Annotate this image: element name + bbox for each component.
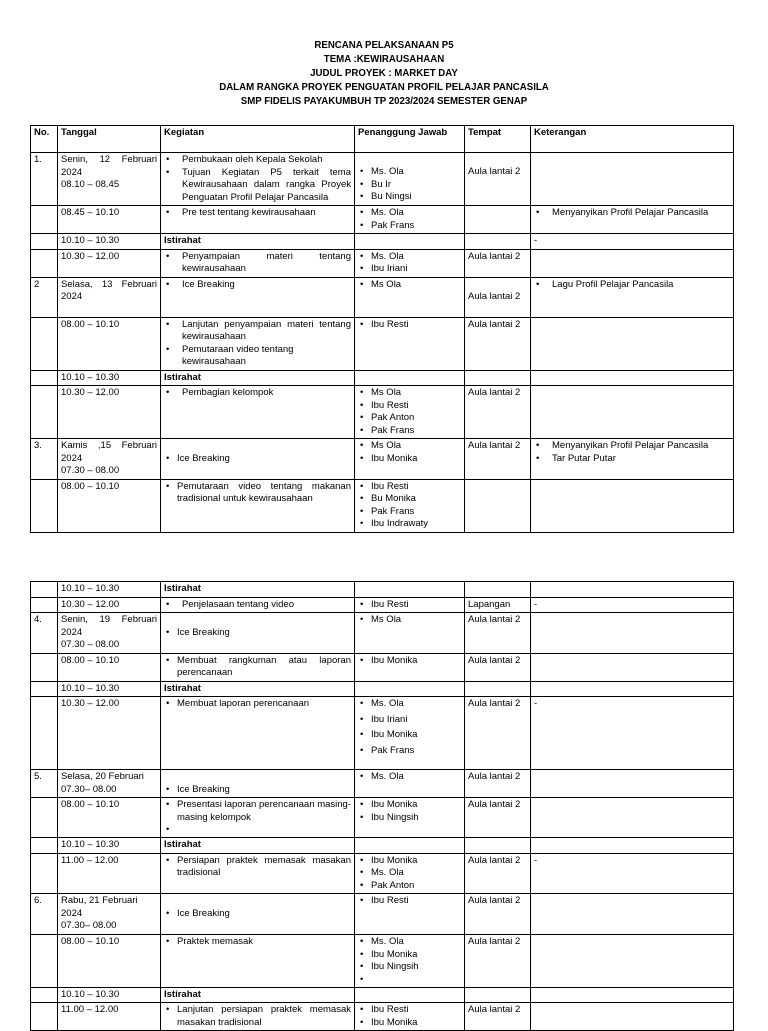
activity-cell — [161, 894, 355, 935]
pic-cell — [355, 853, 465, 894]
date-text: Senin, 12 Februari 2024 — [61, 154, 157, 178]
pic-cell — [355, 249, 465, 277]
place-cell — [465, 277, 531, 317]
table-row — [31, 439, 734, 480]
pic-cell — [355, 439, 465, 480]
break-label: Istirahat — [161, 370, 355, 386]
note-cell — [531, 370, 734, 386]
col-header-penanggung-jawab: Penanggung Jawab — [355, 126, 465, 153]
note-cell — [531, 798, 734, 838]
note-cell — [531, 613, 734, 654]
time-text: 08.10 – 08.45 — [61, 179, 120, 190]
date-cell — [58, 439, 161, 480]
row-number: 3. — [31, 439, 58, 480]
activity-item: • Ice Breaking — [164, 279, 351, 292]
pic-item: • Ibu Ningsih — [358, 961, 461, 974]
place-text: Aula lantai 2 — [465, 613, 531, 654]
pic-cell — [355, 386, 465, 439]
pic-cell — [355, 234, 465, 250]
activity-cell — [161, 853, 355, 894]
pic-item: • Ibu Monika — [358, 1017, 461, 1030]
break-label: Istirahat — [161, 987, 355, 1003]
note-cell — [531, 653, 734, 681]
row-number — [31, 386, 58, 439]
time-text: 08.00 – 10.10 — [58, 653, 161, 681]
table-row — [31, 770, 734, 798]
activity-item: • Ice Breaking — [164, 453, 351, 466]
pic-item: • Pak Anton — [358, 880, 461, 893]
pic-item: • Bu Ningsi — [358, 191, 461, 204]
date-text: Selasa, 20 Februari — [61, 771, 144, 782]
break-label: Istirahat — [161, 838, 355, 854]
pic-item: • Ms. Ola — [358, 771, 461, 784]
table-row — [31, 1003, 734, 1031]
date-cell — [58, 613, 161, 654]
pic-cell — [355, 613, 465, 654]
note-cell: - — [531, 234, 734, 250]
place-cell — [465, 582, 531, 598]
header-line-4: DALAM RANGKA PROYEK PENGUATAN PROFIL PELAJAR PANCASILA — [219, 81, 549, 93]
place-text: Aula lantai 2 — [465, 697, 531, 770]
activity-item: • Penjelasaan tentang video — [164, 599, 351, 612]
pic-item: • Ibu Monika — [358, 799, 461, 812]
activity-cell — [161, 697, 355, 770]
pic-cell — [355, 277, 465, 317]
pic-item: • Ms. Ola — [358, 936, 461, 949]
note-cell — [531, 479, 734, 532]
activity-cell — [161, 597, 355, 613]
table-row — [31, 653, 734, 681]
note-cell — [531, 838, 734, 854]
pic-item: • Ibu Iriani — [358, 263, 461, 276]
row-number: 2 — [31, 277, 58, 317]
time-text: 10.10 – 10.30 — [58, 681, 161, 697]
time-text: 10.10 – 10.30 — [58, 582, 161, 598]
header-line-3: JUDUL PROYEK : MARKET DAY — [310, 67, 458, 79]
pic-item: • Ibu Indrawaty — [358, 518, 461, 531]
pic-item: • Pak Frans — [358, 745, 461, 758]
row-number — [31, 597, 58, 613]
table-row — [31, 277, 734, 317]
pic-item: • Ibu Iriani — [358, 714, 461, 727]
pic-item: • Ibu Resti — [358, 895, 461, 908]
place-cell — [465, 370, 531, 386]
table-row — [31, 386, 734, 439]
row-number — [31, 582, 58, 598]
note-cell: - — [531, 697, 734, 770]
table-row — [31, 249, 734, 277]
place-cell — [465, 681, 531, 697]
date-text: Kamis ,15 Februari 2024 — [61, 440, 157, 464]
pic-cell — [355, 653, 465, 681]
row-number — [31, 935, 58, 988]
activity-cell — [161, 770, 355, 798]
row-number: 4. — [31, 613, 58, 654]
note-item: • Menyanyikan Profil Pelajar Pancasila — [534, 440, 730, 453]
break-label: Istirahat — [161, 234, 355, 250]
activity-cell — [161, 277, 355, 317]
row-number — [31, 317, 58, 370]
place-text: Aula lantai 2 — [465, 439, 531, 480]
table-row — [31, 697, 734, 770]
pic-cell — [355, 697, 465, 770]
date-text: Senin, 19 Februari 2024 — [61, 614, 157, 638]
place-cell — [465, 479, 531, 532]
time-text: 10.10 – 10.30 — [58, 370, 161, 386]
activity-cell — [161, 439, 355, 480]
activity-item: • Praktek memasak — [164, 936, 351, 949]
pic-item: • Ibu Resti — [358, 1004, 461, 1017]
table-row — [31, 234, 734, 250]
pic-item: • Bu Ir — [358, 179, 461, 192]
schedule-table-1 — [30, 125, 734, 533]
pic-item: • Ibu Resti — [358, 481, 461, 494]
pic-cell — [355, 597, 465, 613]
break-label: Istirahat — [161, 681, 355, 697]
pic-cell — [355, 317, 465, 370]
header-line-1: RENCANA PELAKSANAAN P5 — [314, 39, 454, 51]
table-row — [31, 853, 734, 894]
pic-item: • Bu Monika — [358, 493, 461, 506]
activity-item: • Lanjutan penyampaian materi tentang kewirausahaan — [164, 319, 351, 344]
time-text: 08.00 – 10.10 — [58, 479, 161, 532]
row-number: 5. — [31, 770, 58, 798]
row-number — [31, 798, 58, 838]
pic-item: • Pak Anton — [358, 412, 461, 425]
pic-item: • Ms. Ola — [358, 698, 461, 711]
time-text: 08.00 – 10.10 — [58, 935, 161, 988]
note-item: • Tar Putar Putar — [534, 453, 730, 466]
note-cell — [531, 770, 734, 798]
activity-item: • Membuat rangkuman atau laporan perencanaan — [164, 655, 351, 680]
activity-cell — [161, 479, 355, 532]
pic-item: • Ibu Monika — [358, 655, 461, 668]
pic-cell — [355, 935, 465, 988]
activity-item: • Pre test tentang kewirausahaan — [164, 207, 351, 220]
note-cell — [531, 1003, 734, 1031]
activity-item: • Tujuan Kegiatan P5 terkait tema Kewirausahaan dalam rangka Proyek Penguatan Profil Pelajar Pancasila — [164, 167, 351, 205]
pic-item: • Ms. Ola — [358, 207, 461, 220]
note-cell — [531, 386, 734, 439]
pic-cell — [355, 153, 465, 206]
note-cell — [531, 206, 734, 234]
pic-item: • Ms Ola — [358, 387, 461, 400]
date-cell — [58, 770, 161, 798]
place-cell — [465, 987, 531, 1003]
table-row — [31, 370, 734, 386]
break-label: Istirahat — [161, 582, 355, 598]
time-text: 07.30 – 08.00 — [61, 639, 120, 650]
note-item: • Menyanyikan Profil Pelajar Pancasila — [534, 207, 730, 220]
date-cell — [58, 894, 161, 935]
note-cell — [531, 894, 734, 935]
col-header-tanggal: Tanggal — [58, 126, 161, 153]
table-row — [31, 597, 734, 613]
time-text: 11.00 – 12.00 — [58, 1003, 161, 1031]
pic-item: • Ibu Monika — [358, 949, 461, 962]
note-cell — [531, 153, 734, 206]
row-number — [31, 234, 58, 250]
pic-cell — [355, 1003, 465, 1031]
time-text: 08.45 – 10.10 — [58, 206, 161, 234]
col-header-no: No. — [31, 126, 58, 153]
time-text: 07.30– 08.00 — [61, 783, 117, 795]
place-text: Aula lantai 2 — [465, 935, 531, 988]
place-text: Aula lantai 2 — [465, 798, 531, 838]
pic-item: • Ms Ola — [358, 279, 461, 292]
pic-cell — [355, 479, 465, 532]
schedule-table-2 — [30, 581, 734, 1031]
row-number — [31, 249, 58, 277]
pic-item: • Ms. Ola — [358, 166, 461, 179]
note-item: • Lagu Profil Pelajar Pancasila — [534, 279, 730, 292]
activity-cell — [161, 935, 355, 988]
table-row — [31, 317, 734, 370]
activity-cell — [161, 1003, 355, 1031]
pic-cell — [355, 582, 465, 598]
row-number — [31, 479, 58, 532]
document-header — [0, 38, 768, 108]
row-number — [31, 838, 58, 854]
time-text: 08.00 – 10.10 — [58, 317, 161, 370]
pic-item: • Ibu Ningsih — [358, 812, 461, 825]
table-row — [31, 935, 734, 988]
pic-cell — [355, 370, 465, 386]
row-number — [31, 206, 58, 234]
time-text: 10.10 – 10.30 — [58, 838, 161, 854]
activity-item: • Pembukaan oleh Kepala Sekolah — [164, 154, 351, 167]
pic-item: • Ms. Ola — [358, 867, 461, 880]
activity-item: • Persiapan praktek memasak masakan tradisional — [164, 855, 351, 880]
pic-cell — [355, 987, 465, 1003]
pic-item: • Ibu Resti — [358, 400, 461, 413]
activity-item: • Ice Breaking — [164, 784, 351, 797]
time-text: 10.30 – 12.00 — [58, 697, 161, 770]
place-text: Aula lantai 2 — [465, 249, 531, 277]
activity-item: • Penyampaian materi tentang kewirausahaan — [164, 251, 351, 276]
activity-item: • Pemutaraan video tentang makanan tradisional untuk kewirausahaan — [164, 481, 351, 506]
time-text: 08.00 – 10.10 — [58, 798, 161, 838]
table-row — [31, 582, 734, 598]
table-row — [31, 894, 734, 935]
note-cell — [531, 277, 734, 317]
time-text: 10.30 – 12.00 — [58, 386, 161, 439]
place-text: Aula lantai 2 — [468, 166, 521, 177]
note-cell — [531, 439, 734, 480]
row-number — [31, 681, 58, 697]
activity-cell — [161, 206, 355, 234]
pic-cell — [355, 681, 465, 697]
pic-item: • Pak Frans — [358, 506, 461, 519]
time-text: 07.30 – 08.00 — [61, 465, 120, 476]
pic-cell — [355, 798, 465, 838]
place-text: Lapangan — [465, 597, 531, 613]
pic-cell — [355, 770, 465, 798]
activity-cell — [161, 153, 355, 206]
activity-item: • Membuat laporan perencanaan — [164, 698, 351, 711]
pic-item: • Ms. Ola — [358, 251, 461, 264]
table-row — [31, 838, 734, 854]
table-row — [31, 681, 734, 697]
activity-item: • Ice Breaking — [164, 908, 351, 921]
col-header-keterangan: Keterangan — [531, 126, 734, 153]
pic-item: • Ibu Monika — [358, 729, 461, 742]
note-cell — [531, 317, 734, 370]
table-row — [31, 479, 734, 532]
row-number: 6. — [31, 894, 58, 935]
place-cell — [465, 234, 531, 250]
activity-cell — [161, 386, 355, 439]
pic-item: • Pak Frans — [358, 425, 461, 438]
place-text: Aula lantai 2 — [465, 770, 531, 798]
table-row — [31, 153, 734, 206]
time-text: 10.10 – 10.30 — [58, 234, 161, 250]
col-header-kegiatan: Kegiatan — [161, 126, 355, 153]
table-header-row — [31, 126, 734, 153]
place-text: Aula lantai 2 — [465, 653, 531, 681]
table-row — [31, 987, 734, 1003]
row-number: 1. — [31, 153, 58, 206]
pic-cell — [355, 206, 465, 234]
note-cell: - — [531, 853, 734, 894]
activity-item: • Presentasi laporan perencanaan masing-masing kelompok — [164, 799, 351, 824]
note-cell — [531, 987, 734, 1003]
pic-item: • Ibu Monika — [358, 453, 461, 466]
place-cell — [465, 838, 531, 854]
pic-cell — [355, 838, 465, 854]
activity-item: • Lanjutan persiapan praktek memasak masakan tradisional — [164, 1004, 351, 1029]
date-cell — [58, 153, 161, 206]
pic-item: • Ibu Monika — [358, 855, 461, 868]
row-number — [31, 853, 58, 894]
date-text: Rabu, 21 Februari 2024 — [61, 895, 138, 919]
note-cell — [531, 681, 734, 697]
activity-item: • Pemutaraan video tentang kewirausahaan — [164, 344, 351, 369]
date-text: Selasa, 13 Februari 2024 — [58, 277, 161, 317]
row-number — [31, 1003, 58, 1031]
activity-cell — [161, 317, 355, 370]
activity-cell — [161, 249, 355, 277]
row-number — [31, 370, 58, 386]
place-text: Aula lantai 2 — [465, 894, 531, 935]
table-row — [31, 798, 734, 838]
row-number — [31, 697, 58, 770]
activity-item: • Pembagian kelompok — [164, 387, 351, 400]
activity-cell — [161, 798, 355, 838]
place-text: Aula lantai 2 — [465, 853, 531, 894]
time-text: 10.30 – 12.00 — [58, 597, 161, 613]
pic-cell — [355, 894, 465, 935]
note-cell — [531, 935, 734, 988]
pic-item — [358, 974, 461, 986]
table-row — [31, 613, 734, 654]
header-line-5: SMP FIDELIS PAYAKUMBUH TP 2023/2024 SEMESTER GENAP — [240, 95, 528, 107]
activity-item: • Ice Breaking — [164, 627, 351, 640]
row-number — [31, 987, 58, 1003]
place-text: Aula lantai 2 — [468, 290, 521, 302]
pic-item: • Ibu Resti — [358, 319, 461, 332]
pic-item: • Ibu Resti — [358, 599, 461, 612]
pic-item: • Ms Ola — [358, 614, 461, 627]
note-cell: - — [531, 597, 734, 613]
header-line-2: TEMA :KEWIRAUSAHAAN — [323, 53, 445, 65]
time-text: 10.30 – 12.00 — [58, 249, 161, 277]
place-text: Aula lantai 2 — [465, 317, 531, 370]
time-text: 10.10 – 10.30 — [58, 987, 161, 1003]
place-text: Aula lantai 2 — [465, 386, 531, 439]
time-text: 07.30– 08.00 — [61, 920, 117, 931]
place-cell — [465, 206, 531, 234]
row-number — [31, 653, 58, 681]
activity-cell — [161, 613, 355, 654]
place-cell — [465, 153, 531, 206]
pic-item: • Pak Frans — [358, 220, 461, 233]
place-text: Aula lantai 2 — [465, 1003, 531, 1031]
activity-item — [164, 824, 351, 836]
col-header-tempat: Tempat — [465, 126, 531, 153]
time-text: 11.00 – 12.00 — [58, 853, 161, 894]
note-cell — [531, 582, 734, 598]
pic-item: • Ms Ola — [358, 440, 461, 453]
table-row — [31, 206, 734, 234]
activity-cell — [161, 653, 355, 681]
note-cell — [531, 249, 734, 277]
